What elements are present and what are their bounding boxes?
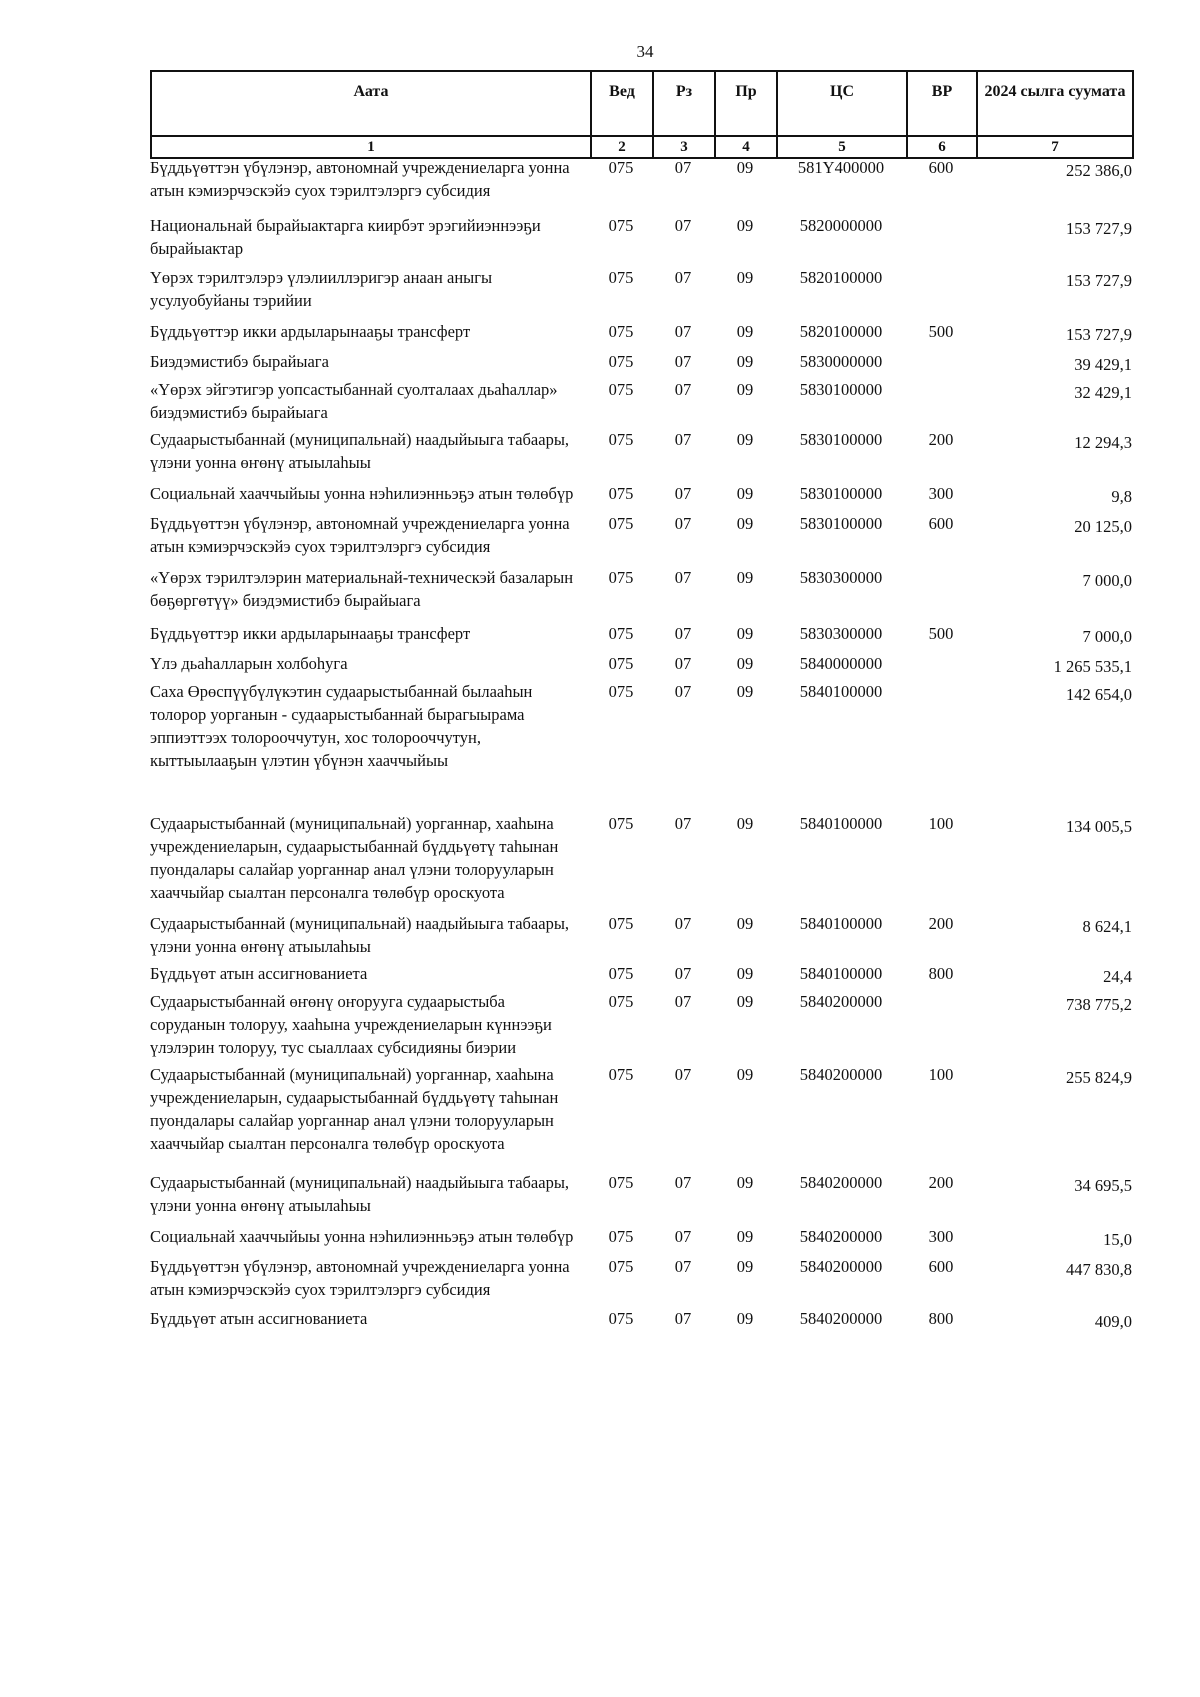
row-pr: 09 (736, 1257, 754, 1276)
row-rz: 07 (674, 1227, 692, 1246)
row-vr: 500 (928, 322, 954, 341)
row-cs: 5840100000 (799, 914, 883, 933)
row-sum: 20 125,0 (1074, 517, 1132, 536)
row-ved: 075 (608, 430, 634, 449)
row-name: Биэдэмистибэ бырайыага (150, 352, 329, 371)
table-row (150, 350, 1132, 376)
row-sum: 9,8 (1111, 487, 1132, 506)
row-cs: 5830100000 (799, 484, 883, 503)
row-cs: 5840100000 (799, 964, 883, 983)
row-rz: 07 (674, 268, 692, 287)
row-vr (906, 652, 976, 678)
row-vr: 100 (928, 814, 954, 833)
row-ved: 075 (608, 992, 634, 1011)
row-name: Социальнай хааччыйыы уонна нэһилиэнньэҕэ атын төлөбүр (150, 1227, 574, 1246)
row-vr (906, 214, 976, 260)
row-vr: 200 (928, 1173, 954, 1192)
row-rz: 07 (674, 682, 692, 701)
table-row (150, 512, 1132, 558)
row-sum: 32 429,1 (1074, 383, 1132, 402)
row-vr: 600 (928, 1257, 954, 1276)
row-vr: 200 (928, 430, 954, 449)
row-pr: 09 (736, 1173, 754, 1192)
table-row (150, 1307, 1132, 1333)
row-ved: 075 (608, 1173, 634, 1192)
table-row (150, 622, 1132, 648)
row-ved: 075 (608, 814, 634, 833)
row-rz: 07 (674, 1173, 692, 1192)
row-vr: 300 (928, 1227, 954, 1246)
row-sum: 255 824,9 (1066, 1068, 1132, 1087)
row-name: Судаарыстыбаннай (муниципальнай) наадыйыыга табаары, үлэни уонна өҥөнү атыылаһыы (150, 1173, 570, 1215)
row-name: Бүддьүөттэн үбүлэнэр, автономнай учреждениеларга уонна атын кэмиэрчэскэйэ суох тэрилтэлэргэ субсидия (150, 158, 570, 200)
table-body (150, 156, 1132, 1337)
row-ved: 075 (608, 682, 634, 701)
row-rz: 07 (674, 484, 692, 503)
row-vr: 500 (928, 624, 954, 643)
row-name: Бүддьүөт атын ассигнованиета (150, 964, 368, 983)
table-row (150, 428, 1132, 474)
row-name: Бүддьүөттэн үбүлэнэр, автономнай учреждениеларга уонна атын кэмиэрчэскэйэ суох тэрилтэлэргэ субсидия (150, 514, 570, 556)
column-header-vr: ВР (907, 71, 977, 136)
row-name: Судаарыстыбаннай (муниципальнай) наадыйыыга табаары, үлэни уонна өҥөнү атыылаһыы (150, 914, 570, 956)
column-header-cs: ЦС (777, 71, 907, 136)
row-cs: 5820000000 (799, 216, 883, 235)
row-ved: 075 (608, 514, 634, 533)
row-sum: 12 294,3 (1074, 433, 1132, 452)
row-cs: 5830300000 (799, 568, 883, 587)
row-pr: 09 (736, 814, 754, 833)
row-cs: 5840000000 (799, 654, 883, 673)
row-ved: 075 (608, 268, 634, 287)
row-cs: 5840200000 (799, 992, 883, 1011)
row-rz: 07 (674, 380, 692, 399)
row-ved: 075 (608, 1065, 634, 1084)
column-number: 6 (907, 136, 977, 158)
row-vr: 100 (928, 1065, 954, 1084)
row-ved: 075 (608, 216, 634, 235)
row-name: Социальнай хааччыйыы уонна нэһилиэнньэҕэ атын төлөбүр (150, 484, 574, 503)
row-vr (906, 680, 976, 772)
row-vr (906, 566, 976, 612)
row-vr: 800 (928, 964, 954, 983)
row-ved: 075 (608, 964, 634, 983)
table-row (150, 156, 1132, 202)
table-header (150, 70, 1134, 159)
row-vr: 600 (928, 514, 954, 533)
table-row (150, 1225, 1132, 1251)
table-row (150, 482, 1132, 508)
row-name: Судаарыстыбаннай (муниципальнай) уорганнар, хааһына учреждениеларын, судаарыстыбаннай бүддьүөтү таһынан пуондалары салайар уорганнар анал үлэни толорууларын хааччыйар сыалтан персоналга төлөбүр ороскуота (150, 1065, 559, 1153)
row-rz: 07 (674, 352, 692, 371)
row-cs: 5830000000 (799, 352, 883, 371)
row-rz: 07 (674, 654, 692, 673)
row-rz: 07 (674, 430, 692, 449)
row-rz: 07 (674, 216, 692, 235)
row-sum: 153 727,9 (1066, 219, 1132, 238)
row-rz: 07 (674, 814, 692, 833)
row-pr: 09 (736, 322, 754, 341)
row-sum: 252 386,0 (1066, 161, 1132, 180)
row-sum: 24,4 (1103, 967, 1132, 986)
column-header-pr: Пр (715, 71, 777, 136)
table-row (150, 962, 1132, 988)
column-number: 2 (591, 136, 653, 158)
row-ved: 075 (608, 1257, 634, 1276)
row-pr: 09 (736, 158, 754, 177)
table-row (150, 214, 1132, 260)
table-row (150, 680, 1132, 772)
row-cs: 5820100000 (799, 322, 883, 341)
table-row (150, 320, 1132, 346)
row-rz: 07 (674, 158, 692, 177)
page-number: 34 (636, 42, 654, 61)
row-sum: 153 727,9 (1066, 325, 1132, 344)
row-rz: 07 (674, 568, 692, 587)
row-name: Үөрэх тэрилтэлэрэ үлэлииллэригэр анаан аныгы усулуобуйаны тэрийии (150, 268, 493, 310)
row-pr: 09 (736, 268, 754, 287)
row-sum: 34 695,5 (1074, 1176, 1132, 1195)
row-pr: 09 (736, 352, 754, 371)
row-rz: 07 (674, 322, 692, 341)
row-pr: 09 (736, 568, 754, 587)
column-header-ved: Вед (591, 71, 653, 136)
table-row (150, 1255, 1132, 1301)
table-row (150, 990, 1132, 1059)
row-pr: 09 (736, 514, 754, 533)
row-rz: 07 (674, 624, 692, 643)
row-sum: 409,0 (1094, 1312, 1132, 1331)
row-ved: 075 (608, 158, 634, 177)
table-row (150, 652, 1132, 678)
row-name: Бүддьүөттэн үбүлэнэр, автономнай учреждениеларга уонна атын кэмиэрчэскэйэ суох тэрилтэлэргэ субсидия (150, 1257, 570, 1299)
row-vr: 800 (928, 1309, 954, 1328)
row-cs: 5840200000 (799, 1257, 883, 1276)
row-name: Бүддьүөттэр икки ардыларынааҕы трансферт (150, 624, 471, 643)
row-ved: 075 (608, 322, 634, 341)
table-row (150, 1063, 1132, 1155)
row-vr: 200 (928, 914, 954, 933)
row-cs: 5840200000 (799, 1065, 883, 1084)
row-vr (906, 378, 976, 424)
row-ved: 075 (608, 1227, 634, 1246)
row-rz: 07 (674, 914, 692, 933)
row-cs: 5820100000 (799, 268, 883, 287)
row-name: «Үөрэх тэрилтэлэрин материальнай-техническэй базаларын бөҕөргөтүү» биэдэмистибэ бырайыага (150, 568, 574, 610)
column-number: 5 (777, 136, 907, 158)
row-name: Судаарыстыбаннай өҥөнү оҥорууга судаарыстыба соруданын толоруу, хааһына учреждениеларын күннээҕи үлэлэрин толоруу, тус сыаллаах субсидияны биэрии (150, 992, 552, 1057)
row-sum: 447 830,8 (1066, 1260, 1132, 1279)
row-ved: 075 (608, 352, 634, 371)
table-row (150, 266, 1132, 312)
table-row (150, 812, 1132, 904)
row-vr: 600 (928, 158, 954, 177)
row-pr: 09 (736, 1065, 754, 1084)
row-rz: 07 (674, 1309, 692, 1328)
row-name: Бүддьүөт атын ассигнованиета (150, 1309, 368, 1328)
row-ved: 075 (608, 654, 634, 673)
row-sum: 1 265 535,1 (1053, 657, 1132, 676)
row-vr: 300 (928, 484, 954, 503)
row-pr: 09 (736, 1309, 754, 1328)
table-row (150, 566, 1132, 612)
row-pr: 09 (736, 380, 754, 399)
column-header-name: Аата (151, 71, 591, 136)
row-cs: 5830300000 (799, 624, 883, 643)
row-ved: 075 (608, 484, 634, 503)
row-cs: 5840100000 (799, 682, 883, 701)
row-rz: 07 (674, 964, 692, 983)
row-sum: 7 000,0 (1082, 627, 1132, 646)
column-number: 3 (653, 136, 715, 158)
row-pr: 09 (736, 682, 754, 701)
column-header-rz: Рз (653, 71, 715, 136)
row-name: Судаарыстыбаннай (муниципальнай) наадыйыыга табаары, үлэни уонна өҥөнү атыылаһыы (150, 430, 570, 472)
row-vr (906, 990, 976, 1059)
row-ved: 075 (608, 624, 634, 643)
row-rz: 07 (674, 992, 692, 1011)
row-cs: 5840100000 (799, 814, 883, 833)
row-name: Национальнай бырайыактарга киирбэт эрэгийиэннээҕи бырайыактар (150, 216, 541, 258)
row-rz: 07 (674, 514, 692, 533)
row-sum: 8 624,1 (1082, 917, 1132, 936)
row-sum: 134 005,5 (1066, 817, 1132, 836)
column-header-sum: 2024 сылга суумата (977, 71, 1133, 136)
row-pr: 09 (736, 992, 754, 1011)
row-rz: 07 (674, 1257, 692, 1276)
row-pr: 09 (736, 216, 754, 235)
row-ved: 075 (608, 1309, 634, 1328)
row-cs: 5840200000 (799, 1173, 883, 1192)
row-cs: 581Y400000 (797, 158, 885, 177)
column-number: 4 (715, 136, 777, 158)
row-vr (906, 266, 976, 312)
row-ved: 075 (608, 568, 634, 587)
row-name: Үлэ дьаһалларын холбоһуга (150, 654, 348, 673)
row-sum: 738 775,2 (1066, 995, 1132, 1014)
row-sum: 153 727,9 (1066, 271, 1132, 290)
row-ved: 075 (608, 914, 634, 933)
row-ved: 075 (608, 380, 634, 399)
row-pr: 09 (736, 484, 754, 503)
row-pr: 09 (736, 430, 754, 449)
row-sum: 7 000,0 (1082, 571, 1132, 590)
row-name: «Үөрэх эйгэтигэр уопсастыбаннай суолталаах дьаһаллар» биэдэмистибэ бырайыага (150, 380, 558, 422)
column-number: 7 (977, 136, 1133, 158)
table-row (150, 912, 1132, 958)
row-name: Саха Өрөспүүбүлүкэтин судаарыстыбаннай былааһын толорор уорганын - судаарыстыбаннай бырагыырама эппиэттээх толорооччутун, хос толорооччутун, кыттыылааҕын үлэтин үбүнэн хааччыйыы (150, 682, 533, 770)
row-pr: 09 (736, 914, 754, 933)
row-sum: 142 654,0 (1066, 685, 1132, 704)
row-name: Бүддьүөттэр икки ардыларынааҕы трансферт (150, 322, 471, 341)
row-name: Судаарыстыбаннай (муниципальнай) уорганнар, хааһына учреждениеларын, судаарыстыбаннай бүддьүөтү таһынан пуондалары салайар уорганнар анал үлэни толорууларын хааччыйар сыалтан персоналга төлөбүр ороскуота (150, 814, 559, 902)
table-row (150, 1171, 1132, 1217)
row-pr: 09 (736, 964, 754, 983)
column-number: 1 (151, 136, 591, 158)
row-sum: 15,0 (1103, 1230, 1132, 1249)
row-cs: 5830100000 (799, 514, 883, 533)
row-pr: 09 (736, 624, 754, 643)
row-cs: 5840200000 (799, 1227, 883, 1246)
row-pr: 09 (736, 1227, 754, 1246)
row-sum: 39 429,1 (1074, 355, 1132, 374)
row-cs: 5830100000 (799, 380, 883, 399)
row-pr: 09 (736, 654, 754, 673)
row-rz: 07 (674, 1065, 692, 1084)
row-cs: 5840200000 (799, 1309, 883, 1328)
row-vr (906, 350, 976, 376)
row-cs: 5830100000 (799, 430, 883, 449)
table-row (150, 378, 1132, 424)
